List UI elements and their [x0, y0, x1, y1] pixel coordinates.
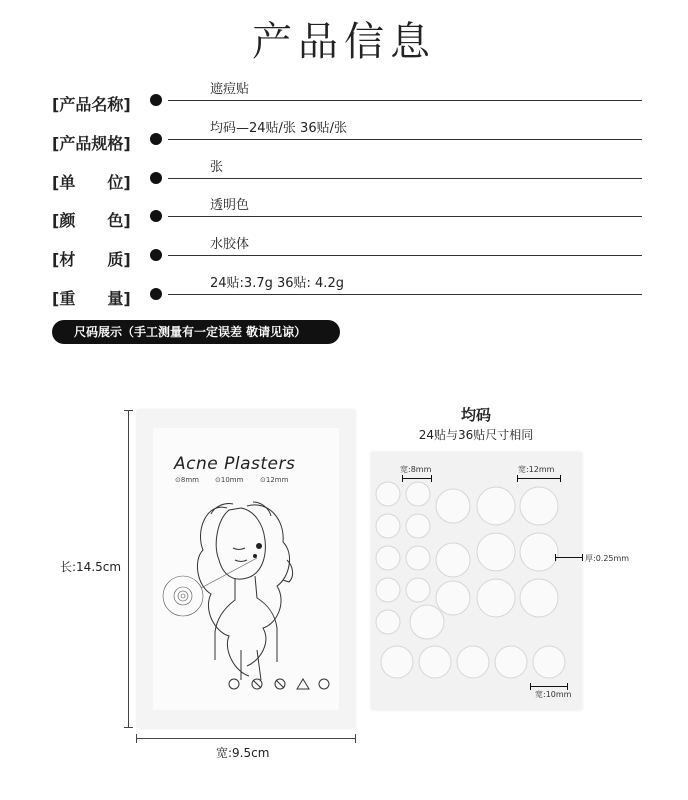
hair-right-icon [247, 505, 290, 666]
plaster-dot [520, 533, 558, 571]
length-label: 长:14.5cm [60, 560, 122, 574]
plaster-dot [436, 489, 470, 523]
plaster-dot [406, 514, 430, 538]
spec-label: [单 位] [52, 173, 131, 192]
length-dimension-line [128, 410, 129, 728]
plaster-dot [477, 533, 515, 571]
spec-row-weight [52, 276, 642, 316]
plaster-dot [533, 646, 565, 678]
spec-label: [重 量] [52, 289, 131, 308]
plaster-dot [406, 482, 430, 506]
spec-row-unit [52, 160, 642, 200]
underline [168, 255, 642, 256]
girl-illustration [137, 410, 355, 728]
spec-label: [颜 色] [52, 211, 131, 230]
sheet-heading: 均码 [460, 406, 491, 424]
size-banner: 尺码展示（手工测量有一定误差 敬请见谅） [52, 320, 340, 344]
plaster-dot [381, 646, 413, 678]
thickness-tick [555, 557, 583, 558]
plaster-dot [376, 482, 400, 506]
width-10-tick [530, 686, 568, 687]
plaster-dot [477, 579, 515, 617]
spec-row-material [52, 237, 642, 277]
underline [168, 100, 642, 101]
plaster-dot [376, 546, 400, 570]
spec-value: 24贴:3.7g 36贴: 4.2g [210, 276, 344, 291]
thickness-label: 厚:0.25mm [585, 554, 630, 563]
underline [168, 294, 642, 295]
bullet-dot-icon [150, 133, 162, 145]
bullet-dot-icon [150, 94, 162, 106]
width-dimension-line [136, 738, 356, 739]
underline [168, 178, 642, 179]
plaster-dot [457, 646, 489, 678]
spec-row-spec [52, 121, 642, 161]
bullet-dot-icon [150, 249, 162, 261]
page-title: 产品信息 [252, 19, 436, 65]
width-8-tick [402, 478, 432, 479]
package-size-12: ⊙12mm [260, 476, 289, 484]
bullet-dot-icon [150, 172, 162, 184]
spec-row-color [52, 198, 642, 238]
spec-label: [产品规格] [52, 134, 131, 153]
width-12-tick [517, 478, 561, 479]
width-8-label: 宽:8mm [400, 465, 432, 474]
width-label: 宽:9.5cm [216, 746, 270, 760]
spec-value: 遮痘贴 [210, 82, 250, 97]
plaster-dot [376, 514, 400, 538]
plaster-dot [419, 646, 451, 678]
bullet-dot-icon [150, 288, 162, 300]
bullet-dot-icon [150, 210, 162, 222]
plaster-dot [376, 610, 400, 634]
spec-value: 透明色 [210, 198, 250, 213]
plaster-dot [477, 487, 515, 525]
plaster-dot [520, 579, 558, 617]
plaster-dot [406, 578, 430, 602]
spec-value: 均码—24贴/张 36贴/张 [210, 121, 347, 136]
plaster-dot [436, 543, 470, 577]
plaster-dot [376, 578, 400, 602]
spec-label: [材 质] [52, 250, 131, 269]
spec-row-name [52, 82, 642, 122]
package-size-8: ⊙8mm [175, 476, 199, 484]
package-title: Acne Plasters [174, 454, 296, 474]
package-size-10: ⊙10mm [215, 476, 244, 484]
sheet-subheading: 24贴与36贴尺寸相同 [418, 428, 534, 442]
spec-label: [产品名称] [52, 95, 131, 114]
plaster-dot [410, 605, 444, 639]
spec-value: 张 [210, 160, 224, 175]
spec-value: 水胶体 [210, 237, 250, 252]
plaster-dot [406, 546, 430, 570]
eco-symbol-icon [319, 679, 329, 689]
recycle-symbol-icon [229, 679, 239, 689]
plaster-dot [520, 487, 558, 525]
plaster-dot [436, 581, 470, 615]
plaster-dots [371, 452, 582, 710]
underline [168, 216, 642, 217]
plaster-dot [495, 646, 527, 678]
underline [168, 139, 642, 140]
width-12-label: 宽:12mm [518, 465, 555, 474]
warning-triangle-icon [297, 679, 309, 689]
width-10-label: 宽:10mm [535, 690, 572, 699]
